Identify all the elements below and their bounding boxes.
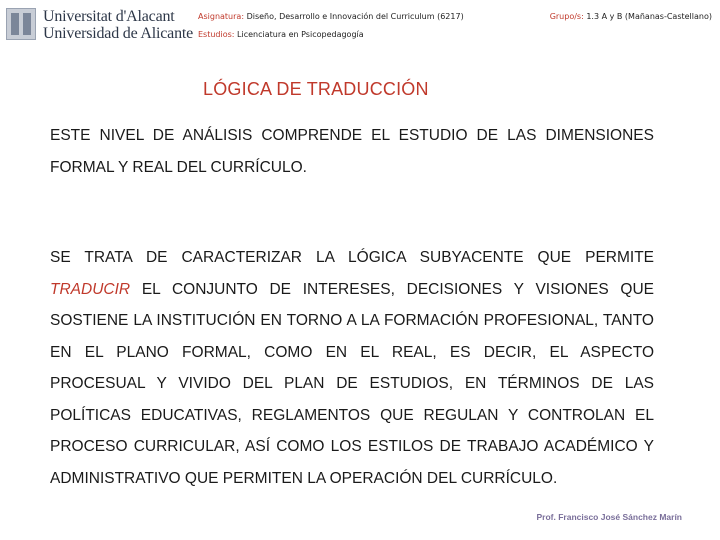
paragraph-intro-text: SE TRATA DE CARACTERIZAR LA LÓGICA SUBYACENTE QUE PERMITE xyxy=(50,249,654,266)
subject-value: Diseño, Desarrollo e Innovación del Curriculum (6217) xyxy=(246,12,464,21)
logo-text-valencian: Universitat d'Alacant xyxy=(43,8,175,25)
paragraph-translation-logic xyxy=(50,242,654,494)
subject-label: Asignatura: xyxy=(198,12,245,21)
studies-value: Licenciatura en Psicopedagogía xyxy=(237,30,364,39)
highlighted-term: TRADUCIR xyxy=(50,280,131,298)
logo-text-spanish: Universidad de Alicante xyxy=(43,25,194,42)
author-credit: Prof. Francisco José Sánchez Marín xyxy=(536,512,682,522)
group-value: 1.3 A y B (Mañanas-Castellano) xyxy=(586,12,712,21)
studies-label: Estudios: xyxy=(198,30,235,39)
university-emblem-icon xyxy=(6,8,36,40)
group-label: Grupo/s: xyxy=(549,12,584,21)
university-logo xyxy=(6,6,194,42)
paragraph-dimensions: ESTE NIVEL DE ANÁLISIS COMPRENDE EL ESTUDIO DE LAS DIMENSIONES FORMAL Y REAL DEL CURRÍCULO. xyxy=(50,127,654,176)
paragraph-body-text: EL CONJUNTO DE INTERESES, DECISIONES Y VISIONES QUE SOSTIENE LA INSTITUCIÓN EN TORNO A LA FORMACIÓN PROFESIONAL, TANTO EN EL PLANO FORMAL, COMO EN EL REAL, ES DECIR, EL ASPECTO PROCESUAL Y VIVIDO DEL PLAN DE ESTUDIOS, EN TÉRMINOS DE LAS POLÍTICAS EDUCATIVAS, REGLAMENTOS QUE REGULAN Y CONTROLAN EL PROCESO CURRICULAR, ASÍ COMO LOS ESTILOS DE TRABAJO ACADÉMICO Y ADMINISTRATIVO QUE PERMITEN LA OPERACIÓN DEL CURRÍCULO. xyxy=(50,280,654,487)
course-studies xyxy=(198,30,364,39)
slide-title: LÓGICA DE TRADUCCIÓN xyxy=(203,79,429,99)
course-group xyxy=(550,12,712,21)
course-subject xyxy=(198,12,464,21)
